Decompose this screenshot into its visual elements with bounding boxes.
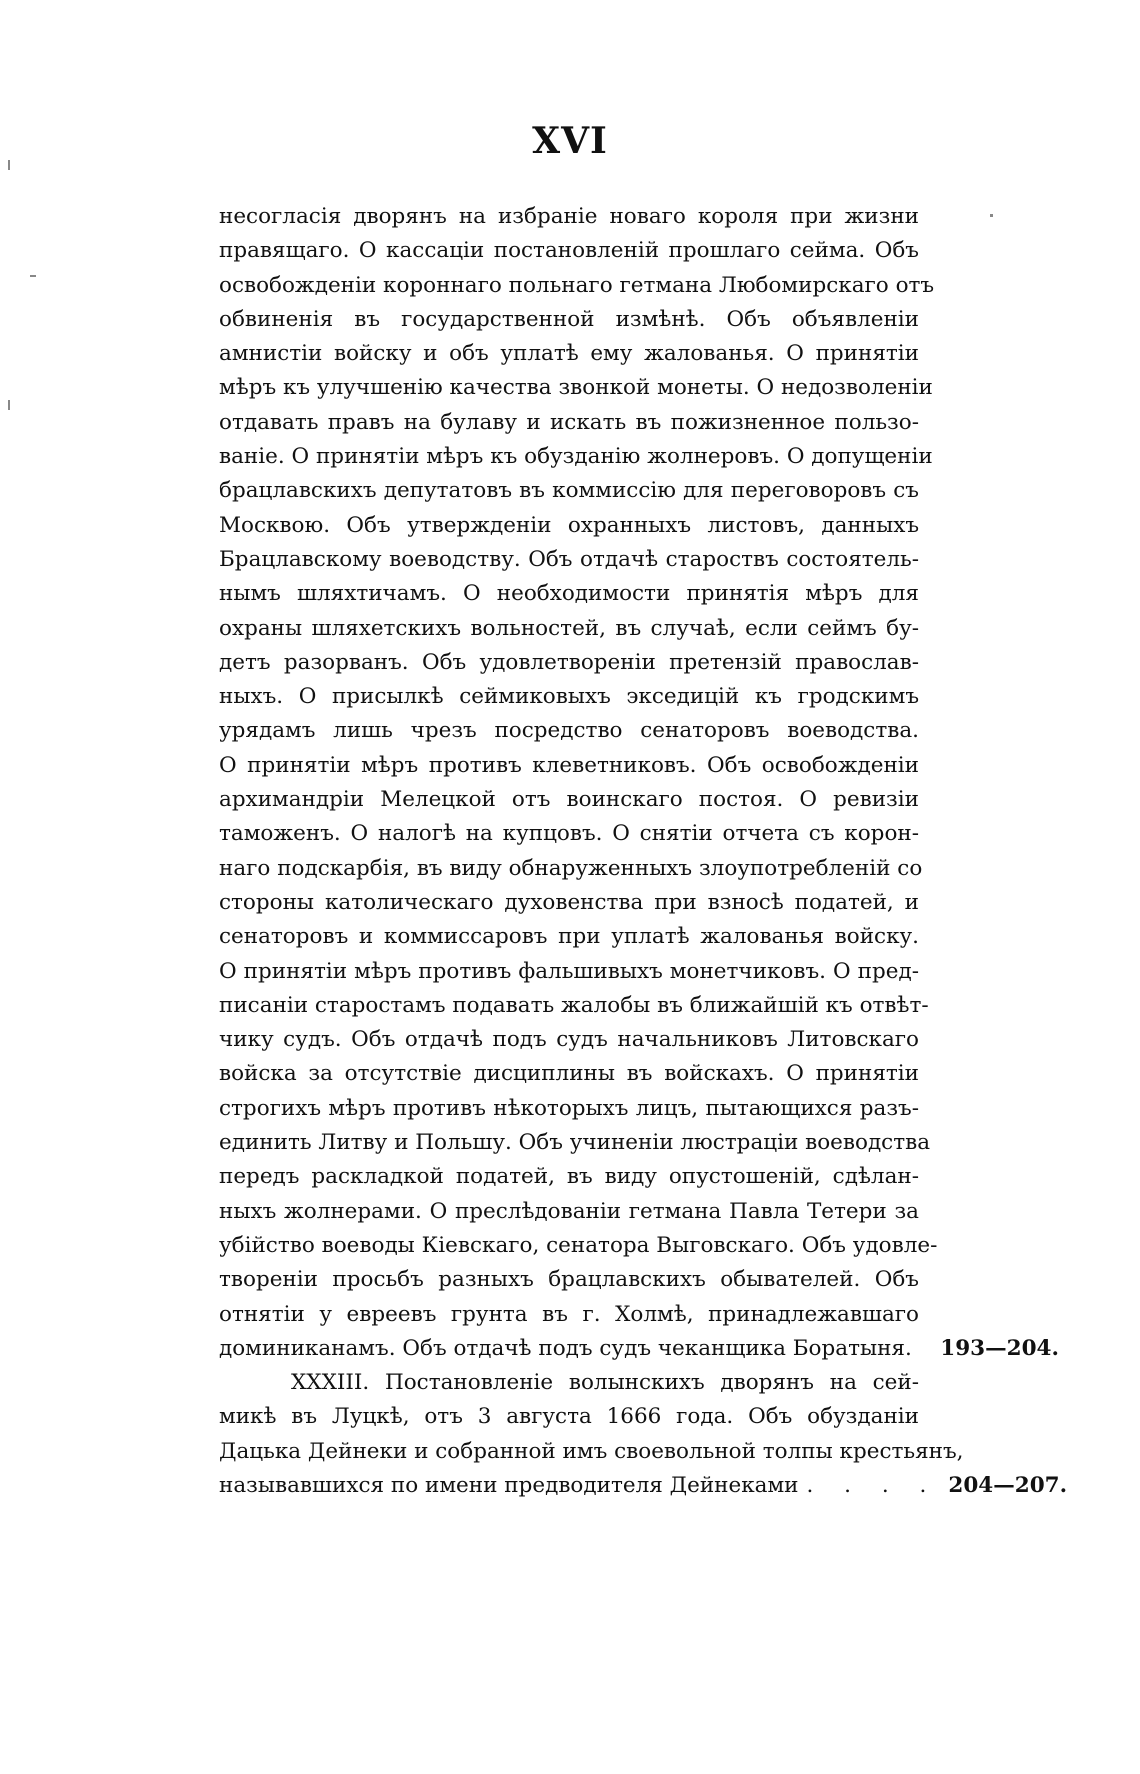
text-line: освобожденіи короннаго польнаго гетмана Любомирскаго отъ — [219, 272, 935, 298]
scan-speck — [990, 214, 993, 217]
text-line: ваніе. О принятіи мѣръ къ обузданію жолнеровъ. О допущеніи — [219, 444, 933, 470]
text-line: единить Литву и Польшу. Объ учиненіи люстраціи воеводства — [219, 1130, 931, 1156]
text-line: стороны католическаго духовенства при взносѣ податей, и — [219, 889, 919, 915]
text-line: Брацлавскому воеводству. Объ отдачѣ староствъ состоятель- — [219, 546, 919, 572]
leader-dots: . . . . — [806, 1472, 939, 1498]
page-number: XVI — [532, 120, 608, 162]
entry-xxxii-summary — [219, 200, 1059, 1366]
text-line: Москвою. Объ утвержденіи охранныхъ листовъ, данныхъ — [219, 512, 919, 538]
text-line: О принятіи мѣръ противъ клеветниковъ. Объ освобожденіи — [219, 752, 919, 778]
text-line: брацлавскихъ депутатовъ въ коммиссію для переговоровъ съ — [219, 478, 919, 504]
text-line: охраны шляхетскихъ вольностей, въ случаѣ, если сеймъ бу- — [219, 615, 919, 641]
text-line: писаніи старостамъ подавать жалобы въ ближайшій къ отвѣт- — [219, 992, 929, 1018]
text-line: убійство воеводы Кіевскаго, сенатора Выговскаго. Объ удовле- — [219, 1232, 938, 1258]
text-line: доминиканамъ. Объ отдачѣ подъ судъ чеканщика Боратыня. — [219, 1335, 912, 1361]
text-line: строгихъ мѣръ противъ нѣкоторыхъ лицъ, пытающихся разъ- — [219, 1095, 919, 1121]
table-of-contents — [219, 200, 1068, 1503]
text-line: детъ разорванъ. Объ удовлетвореніи претензій православ- — [219, 649, 919, 675]
text-line: ныхъ. О присылкѣ сеймиковыхъ экседицій къ гродскимъ — [219, 684, 919, 710]
text-line: нымъ шляхтичамъ. О необходимости принятія мѣръ для — [219, 581, 919, 607]
text-line: отнятіи у евреевъ грунта въ г. Холмѣ, принадлежавшаго — [219, 1301, 919, 1327]
text-line: ныхъ жолнерами. О преслѣдованіи гетмана Павла Тетери за — [219, 1198, 919, 1224]
text-line: обвиненія въ государственной измѣнѣ. Объ объявленіи — [219, 306, 919, 332]
text-line: войска за отсутствіе дисциплины въ войскахъ. О принятіи — [219, 1061, 919, 1087]
text-line: отдавать правъ на булаву и искать въ пожизненное пользо- — [219, 409, 919, 435]
text-line: Дацька Дейнеки и собранной имъ своевольной толпы крестьянъ, — [219, 1438, 964, 1464]
text-line: мѣръ къ улучшенію качества звонкой монеты. О недозволеніи — [219, 375, 933, 401]
text-line: несогласія дворянъ на избраніе новаго короля при жизни — [219, 204, 919, 229]
scan-speck — [30, 275, 36, 277]
text-line: чику судъ. Объ отдачѣ подъ судъ начальниковъ Литовскаго — [219, 1027, 919, 1053]
entry-xxxii-last-line — [219, 1332, 1059, 1366]
text-line: таможенъ. О налогѣ на купцовъ. О снятіи отчета съ корон- — [219, 821, 919, 847]
entry-number: XXXIII. — [291, 1370, 370, 1396]
text-line: наго подскарбія, въ виду обнаруженныхъ злоупотребленій со — [219, 855, 923, 881]
text-line: Постановленіе волынскихъ дворянъ на сей- — [384, 1370, 919, 1396]
scan-speck — [8, 160, 10, 170]
entry-xxxiii-first-line — [219, 1366, 919, 1400]
scan-speck — [8, 400, 10, 410]
text-line: сенаторовъ и коммиссаровъ при уплатѣ жалованья войску. — [219, 924, 919, 950]
text-line: архимандріи Мелецкой отъ воинскаго постоя. О ревизіи — [219, 787, 919, 813]
text-line: правящаго. О кассаціи постановленій прошлаго сейма. Объ — [219, 238, 919, 264]
text-line: передъ раскладкой податей, въ виду опустошеній, сдѣлан- — [219, 1164, 919, 1190]
entry-xxxiii-last-line — [219, 1469, 1068, 1503]
text-line: твореніи просьбъ разныхъ брацлавскихъ обывателей. Объ — [219, 1267, 919, 1293]
entry-xxxiii-summary — [219, 1366, 1068, 1503]
text-line: называвшихся по имени предводителя Дейнеками — [219, 1472, 799, 1498]
page-range: 204—207. — [948, 1472, 1068, 1498]
page-range: 193—204. — [940, 1335, 1059, 1361]
text-line: микѣ въ Луцкѣ, отъ 3 августа 1666 года. Объ обузданіи — [219, 1404, 919, 1430]
text-line: урядамъ лишь чрезъ посредство сенаторовъ воеводства. — [219, 718, 919, 744]
text-line: О принятіи мѣръ противъ фальшивыхъ монетчиковъ. О пред- — [219, 958, 919, 984]
text-line: амнистіи войску и объ уплатѣ ему жалованья. О принятіи — [219, 341, 919, 367]
